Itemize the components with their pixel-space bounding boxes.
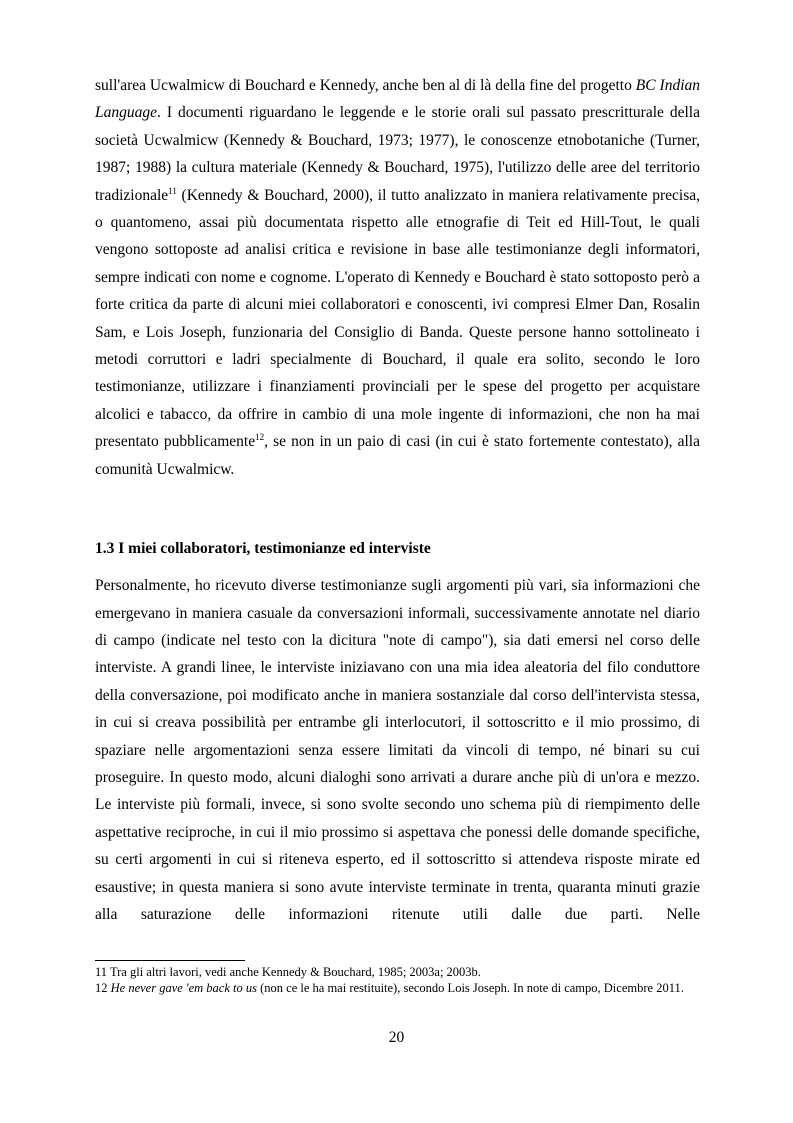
footnotes [95,964,700,996]
italic-project-title: BC Indian Language [95,77,700,122]
paragraph-text: . I documenti riguardano le leggende e le storie orali sul passato prescritturale della società Ucwalmicw (Kennedy & Bouchard, 1973; 1977), le conoscenze etnobotaniche (Turner, 1987; 1988) la cultura materiale (Kennedy & Bouchard, 1975), l'utilizzo delle aree del territorio tradizionale [95,104,700,204]
footnote-text: Tra gli altri lavori, vedi anche Kennedy & Bouchard, 1985; 2003a; 2003b. [107,965,481,979]
paragraph-continued [95,72,700,483]
footnote-separator [95,960,245,961]
paragraph-text: sull'area Ucwalmicw di Bouchard e Kennedy, anche ben al di là della fine del progetto [95,77,636,94]
footnote-11 [95,964,700,980]
footnote-ref-11[interactable]: 11 [168,185,177,196]
paragraph-interviews: Personalmente, ho ricevuto diverse testimonianze sugli argomenti più vari, sia informazioni che emergevano in maniera casuale da conversazioni informali, successivamente annotate nel diario di campo (indicate nel testo con la dicitura "note di campo"), sia dati emersi nel corso delle interviste. A grandi linee, le interviste iniziavano con una mia idea aleatoria del filo conduttore della conversazione, poi modificato anche in maniera sostanziale dal corso dell'intervista stessa, in cui si creava possibilità per entrambe gli interlocutori, il sottoscritto e il mio prossimo, di spaziare nelle argomentazioni senza essere limitati da vincoli di tempo, né binari su cui proseguire. In questo modo, alcuni dialoghi sono arrivati a durare anche più di un'ora e mezzo. Le interviste più formali, invece, si sono svolte secondo uno schema più di riempimento delle aspettative reciproche, in cui il mio prossimo si aspettava che ponessi delle domande specifiche, su certi argomenti in cui si riteneva esperto, ed il sottoscritto si attendeva risposte mirate ed esaustive; in questa maniera si sono avute interviste terminate in trenta, quaranta minuti grazie alla saturazione delle informazioni ritenute utili dalle due parti. Nelle [95,577,700,923]
page-number: 20 [388,1029,405,1046]
footnote-number: 12 [95,981,108,995]
section-heading: 1.3 I miei collaboratori, testimonianze ed interviste [95,540,431,558]
footnote-12 [95,980,700,996]
footnote-text: (non ce le ha mai restituite), secondo Lois Joseph. In note di campo, Dicembre 2011. [257,981,684,995]
footnote-italic-quote: He never gave 'em back to us [110,981,257,995]
paragraph-text: (Kennedy & Bouchard, 2000), il tutto analizzato in maniera relativamente precisa, o quantomeno, assai più documentata rispetto alle etnografie di Teit ed Hill-Tout, le quali vengono sottoposte ad analisi critica e revisione in base alle testimonianze degli informatori, sempre indicati con nome e cognome. L'operato di Kennedy e Bouchard è stato sottoposto però a forte critica da parte di alcuni miei collaboratori e conoscenti, ivi compresi Elmer Dan, Rosalin Sam, e Lois Joseph, funzionaria del Consiglio di Banda. Queste persone hanno sottolineato i metodi corruttori e ladri specialmente di Bouchard, il quale era solito, secondo le loro testimonianze, utilizzare i finanziamenti provinciali per le spese del progetto per acquistare alcolici e tabacco, da offrire in cambio di una mole ingente di informazioni, che non ha mai presentato pubblicamente [95,186,700,451]
footnote-ref-12[interactable]: 12 [255,432,265,443]
footnote-number: 11 [95,965,108,979]
paragraph-text: , se non in un paio di casi (in cui è stato fortemente contestato), alla comunità Ucwalmicw. [95,433,700,478]
page-body [95,72,700,928]
